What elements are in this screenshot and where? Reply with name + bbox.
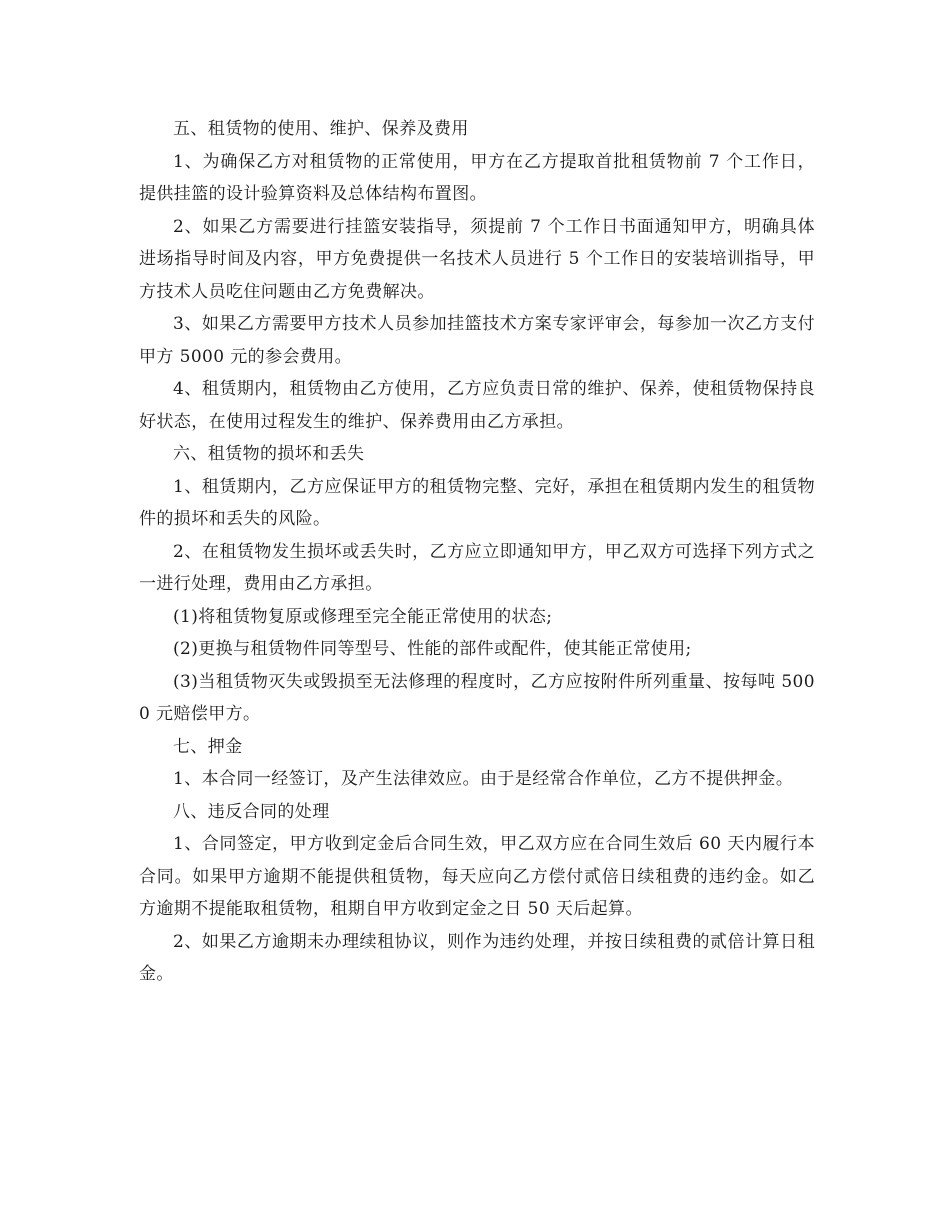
section-heading-5: 五、租赁物的使用、维护、保养及费用 [173, 119, 469, 139]
paragraph: 1、租赁期内，乙方应保证甲方的租赁物完整、完好，承担在租赁期内发生的租赁物件的损坏和丢失的风险。 [139, 476, 815, 529]
paragraph: 2、如果乙方逾期未办理续租协议，则作为违约处理，并按日续租费的贰倍计算日租金。 [139, 931, 815, 984]
list-item: (2)更换与租赁物件同等型号、性能的部件或配件，使其能正常使用; [173, 639, 692, 659]
paragraph: 1、合同签定，甲方收到定金后合同生效，甲乙双方应在合同生效后 60 天内履行本合同。如果甲方逾期不能提供租赁物，每天应向乙方偿付贰倍日续租费的违约金。如乙方逾期不提能取租赁物，租期自甲方收到定金之日 50 天后起算。 [139, 834, 815, 919]
paragraph: 4、租赁期内，租赁物由乙方使用，乙方应负责日常的维护、保养，使租赁物保持良好状态，在使用过程发生的维护、保养费用由乙方承担。 [139, 379, 815, 432]
section-heading-7: 七、押金 [173, 736, 243, 757]
document-body [139, 113, 815, 991]
list-item: (3)当租赁物灭失或毁损至无法修理的程度时，乙方应按附件所列重量、按每吨 5000 元赔偿甲方。 [139, 671, 815, 724]
paragraph: 1、为确保乙方对租赁物的正常使用，甲方在乙方提取首批租赁物前 7 个工作日，提供挂篮的设计验算资料及总体结构布置图。 [139, 151, 815, 204]
paragraph: 1、本合同一经签订，及产生法律效应。由于是经常合作单位，乙方不提供押金。 [173, 769, 794, 789]
paragraph: 3、如果乙方需要甲方技术人员参加挂篮技术方案专家评审会，每参加一次乙方支付甲方 5000 元的参会费用。 [139, 314, 815, 367]
section-heading-6: 六、租赁物的损坏和丢失 [173, 444, 365, 464]
paragraph: 2、如果乙方需要进行挂篮安装指导，须提前 7 个工作日书面通知甲方，明确具体进场指导时间及内容，甲方免费提供一名技术人员进行 5 个工作日的安装培训指导，甲方技术人员吃住问题由乙方免费解决。 [139, 216, 815, 302]
paragraph: 2、在租赁物发生损坏或丢失时，乙方应立即通知甲方，甲乙双方可选择下列方式之一进行处理，费用由乙方承担。 [139, 541, 815, 594]
list-item: (1)将租赁物复原或修理至完全能正常使用的状态; [173, 606, 553, 627]
section-heading-8: 八、违反合同的处理 [173, 801, 330, 822]
